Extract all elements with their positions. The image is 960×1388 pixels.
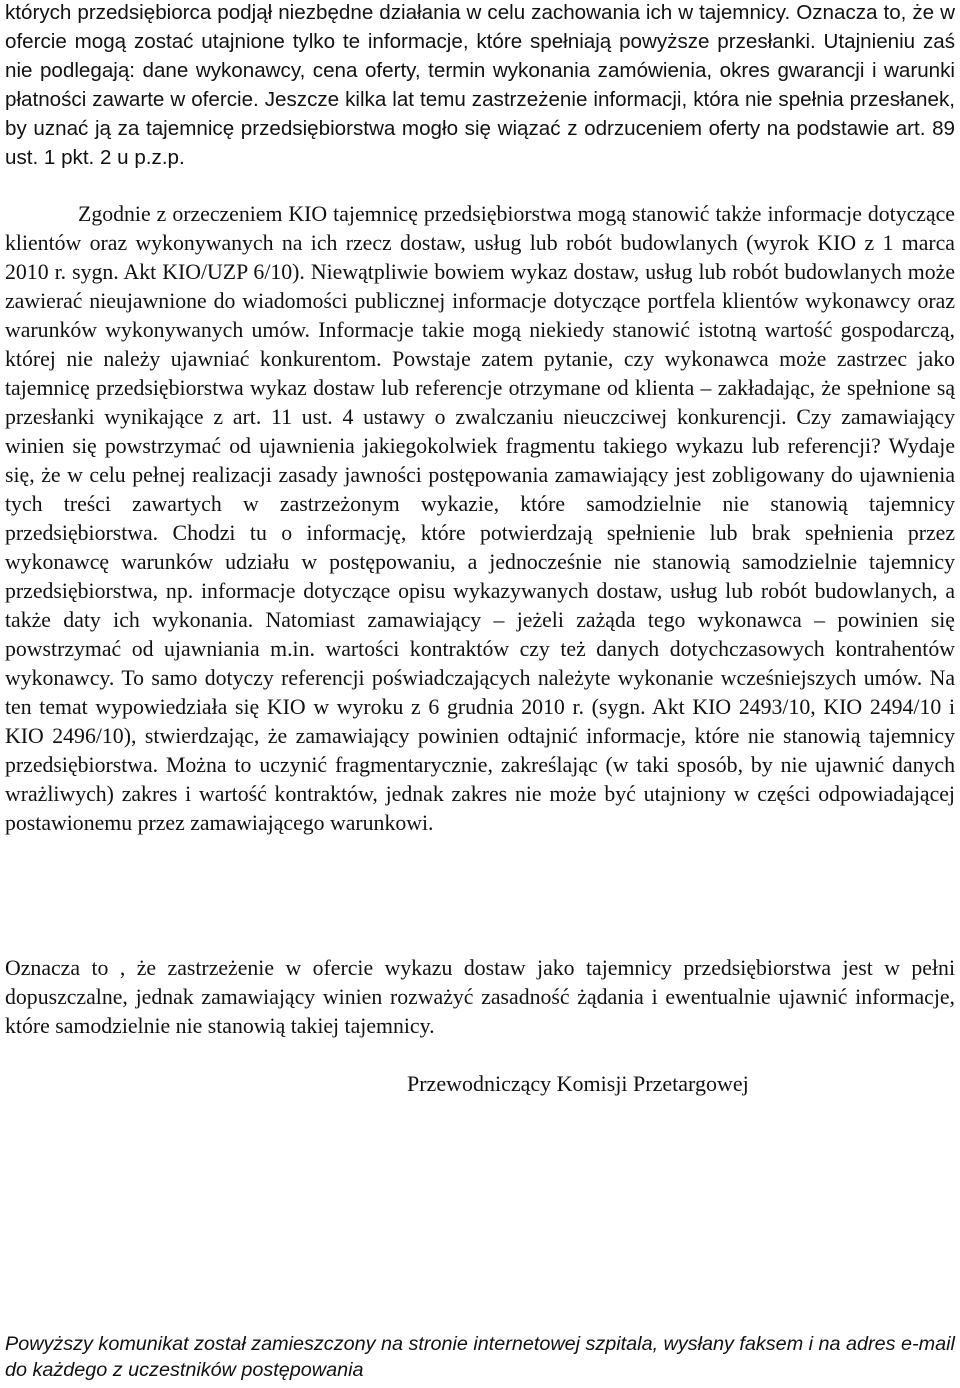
body-paragraph-3: Oznacza to , że zastrzeżenie w ofercie wykazu dostaw jako tajemnicy przedsiębiorstwa jest w pełni dopuszczalne, jednak zamawiający winien rozważyć zasadność żądania i ewentualnie ujawnić informacje, które samodzielnie nie stanowią takiej tajemnicy. xyxy=(5,956,955,1038)
body-paragraph-2: Zgodnie z orzeczeniem KIO tajemnicę przedsiębiorstwa mogą stanowić także informacje dotyczące klientów oraz wykonywanych na ich rzecz dostaw, usług lub robót budowlanych (wyrok KIO z 1 marca 2010 r. sygn. Akt KIO/UZP 6/10). Niewątpliwie bowiem wykaz dostaw, usług lub robót budowlanych może zawierać nieujawnione do wiadomości publicznej informacje dotyczące portfela klientów wykonawcy oraz warunków wykonywanych umów. Informacje takie mogą niekiedy stanowić istotną wartość gospodarczą, której nie należy ujawniać konkurentom. Powstaje zatem pytanie, czy wykonawca może zastrzec jako tajemnicę przedsiębiorstwa wykaz dostaw lub referencje otrzymane od klienta – zakładając, że spełnione są przesłanki wynikające z art. 11 ust. 4 ustawy o zwalczaniu nieuczciwej konkurencji. Czy zamawiający winien się powstrzymać od ujawnienia jakiegokolwiek fragmentu takiego wykazu lub referencji? Wydaje się, że w celu pełnej realizacji zasady jawności postępowania zamawiający jest zobligowany do ujawnienia tych treści zawartych w zastrzeżonym wykazie, które samodzielnie nie stanowią tajemnicy przedsiębiorstwa. Chodzi tu o informację, które potwierdzają spełnienie lub brak spełnienia przez wykonawcę warunków udziału w postępowaniu, a jednocześnie nie stanowią samodzielnie tajemnicy przedsiębiorstwa, np. informacje dotyczące opisu wykazywanych dostaw, usług lub robót budowlanych, a także daty ich wykonania. Natomiast zamawiający – jeżeli zażąda tego wykonawca – powinien się powstrzymać od ujawniania m.in. wartości kontraktów czy też danych dotychczasowych kontrahentów wykonawcy. To samo dotyczy referencji poświadczających należyte wykonanie wcześniejszych umów. Na ten temat wypowiedziała się KIO w wyroku z 6 grudnia 2010 r. (sygn. Akt KIO 2493/10, KIO 2494/10 i KIO 2496/10), stwierdzając, że zamawiający powinien odtajnić informacje, które nie stanowią tajemnicy przedsiębiorstwa. Można to uczynić fragmentarycznie, zakreślając (w taki sposób, by nie ujawnić danych wrażliwych) zakres i wartość kontraktów, jednak zakres nie może być utajniony w części odpowiadającej postawionemu przez zamawiającego warunkowi. xyxy=(5,202,955,835)
signature-line: Przewodniczący Komisji Przetargowej xyxy=(407,1071,749,1096)
body-paragraph-1: których przedsiębiorca podjął niezbędne działania w celu zachowania ich w tajemnicy. Oznacza to, że w ofercie mogą zostać utajnione tylko te informacje, które spełniają powyższe przesłanki. Utajnieniu zaś nie podlegają: dane wykonawcy, cena oferty, termin wykonania zamówienia, okres gwarancji i warunki płatności zawarte w ofercie. Jeszcze kilka lat temu zastrzeżenie informacji, która nie spełnia przesłanek, by uznać ją za tajemnicę przedsiębiorstwa mogło się wiązać z odrzuceniem oferty na podstawie art. 89 ust. 1 pkt. 2 u p.z.p. xyxy=(5,1,955,169)
footer-note: Powyższy komunikat został zamieszczony na stronie internetowej szpitala, wysłany faksem i na adres e-mail do każdego z uczestników postępowania xyxy=(5,1333,955,1381)
